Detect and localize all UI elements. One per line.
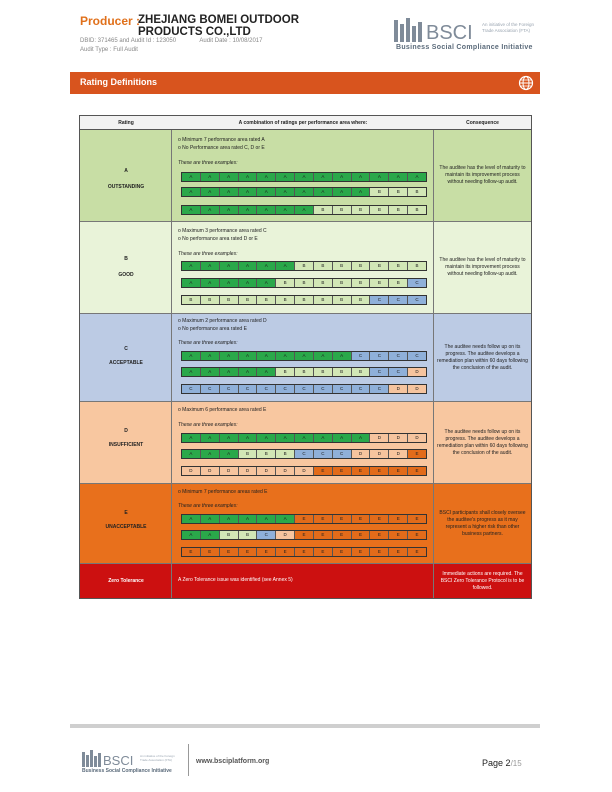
rating-cell-b: B [352, 368, 371, 376]
rating-cell-d: D [352, 450, 371, 458]
criterion-1: o Maximum 6 performance area rated E [178, 407, 267, 413]
rating-cell-a: A [314, 434, 333, 442]
rating-cell-a: A [239, 173, 258, 181]
rating-cell-e: E [333, 531, 352, 539]
footer-bsci-wordmark: BSCI [103, 753, 134, 768]
rating-cell-b: B [295, 296, 314, 304]
rating-cell-a: A [257, 262, 276, 270]
rating-cell-d: D [389, 385, 408, 393]
rating-cell-b: B [276, 368, 295, 376]
example-strip [181, 278, 427, 288]
rating-cell-a: A [201, 368, 220, 376]
consequence-cell: The auditee has the level of maturity to maintain its improvement process without needing follow-up audit. [439, 165, 526, 185]
combination-cell [172, 222, 434, 313]
rating-cell-e: E [352, 531, 371, 539]
rating-cell-b: B [220, 296, 239, 304]
rating-cell-b: B [370, 188, 389, 196]
rating-word: Zero Tolerance [108, 578, 144, 584]
audit-meta [80, 38, 284, 44]
footer-bsci-tagline-2: Trade Association (FTA) [140, 758, 173, 762]
page-label: Page [482, 758, 504, 768]
rating-cell-b: B [333, 296, 352, 304]
rating-cell-e: E [408, 467, 426, 475]
rating-cell-e: E [352, 548, 371, 556]
audit-date: Audit Date : 10/08/2017 [199, 38, 263, 44]
rating-cell-c: C [333, 385, 352, 393]
rating-cell-b: B [295, 368, 314, 376]
rating-cell-e: E [370, 467, 389, 475]
rating-cell-a: A [257, 173, 276, 181]
rating-cell-e: E [257, 548, 276, 556]
rating-cell-b: B [239, 450, 258, 458]
rating-cell-d: D [295, 467, 314, 475]
rating-cell-b: B [201, 296, 220, 304]
globe-icon [518, 75, 534, 91]
audit-ids: DBID: 371465 and Audit Id : 123050 [80, 38, 177, 44]
rating-cell-e: E [314, 548, 333, 556]
rating-cell-b: B [389, 262, 408, 270]
rating-cell-e: E [295, 515, 314, 523]
rating-cell-e: E [389, 467, 408, 475]
combination-cell [172, 314, 434, 401]
rating-cell-b: B [370, 262, 389, 270]
rating-cell-a: A [295, 173, 314, 181]
rating-cell-b: B [314, 206, 333, 214]
rating-cell-a: A [182, 515, 201, 523]
audit-type: Audit Type : Full Audit [80, 47, 138, 53]
rating-cell-a: A [333, 434, 352, 442]
rating-cell-a: A [333, 352, 352, 360]
rating-cell-a: A [257, 279, 276, 287]
rating-cell-a: A [182, 368, 201, 376]
section-bar [70, 72, 540, 94]
rating-cell-a: A [352, 434, 371, 442]
rating-cell-c: C [314, 450, 333, 458]
rating-cell-a: A [239, 352, 258, 360]
rating-cell-a: A [333, 173, 352, 181]
rating-cell-c: C [408, 352, 426, 360]
rating-cell-b: B [352, 296, 371, 304]
rating-cell-c: C [333, 450, 352, 458]
example-strip [181, 514, 427, 524]
rating-cell-a: A [276, 188, 295, 196]
bsci-tagline-1: An initiative of the Foreign [482, 22, 535, 27]
rating-cell-c: C [370, 385, 389, 393]
rating-cell-c: C [389, 296, 408, 304]
rating-cell-a: A [182, 279, 201, 287]
rating-cell-a: A [220, 262, 239, 270]
rating-cell-d: D [201, 467, 220, 475]
page-header [0, 0, 612, 70]
rating-cell [80, 564, 172, 598]
rating-cell-a: A [239, 188, 258, 196]
rating-letter: E [124, 510, 128, 516]
rating-cell-e: E [408, 450, 426, 458]
example-strip [181, 530, 427, 540]
rating-cell-d: D [220, 467, 239, 475]
rating-cell-a: A [257, 434, 276, 442]
combination-cell [172, 130, 434, 221]
criterion-2: o No performance area rated D or E [178, 236, 258, 242]
rating-cell-a: A [182, 188, 201, 196]
producer-name: ZHEJIANG BOMEI OUTDOOR PRODUCTS CO.,LTD [138, 14, 300, 38]
producer-label: Producer : [80, 14, 141, 28]
consequence-cell: The auditee needs follow up on its progress. The auditee develops a remediation plan within 60 days following the conclusion of the audit. [437, 428, 528, 456]
rating-word: GOOD [118, 272, 134, 278]
rating-cell-e: E [408, 548, 426, 556]
rating-cell-c: C [257, 531, 276, 539]
rating-cell-a: A [276, 262, 295, 270]
footer-bsci-tagline-1: An initiative of the Foreign [140, 754, 175, 758]
rating-cell-a: A [201, 531, 220, 539]
rating-cell-a: A [295, 434, 314, 442]
rating-cell-e: E [333, 467, 352, 475]
rating-cell-e: E [314, 531, 333, 539]
criterion-1: A Zero Tolerance issue was identified (see Annex 5) [178, 577, 293, 583]
criterion-1: o Minimum 7 performance area rated A [178, 137, 265, 143]
rating-cell-a: A [201, 188, 220, 196]
rating-cell-c: C [370, 368, 389, 376]
rating-cell-b: B [408, 206, 426, 214]
page-total: /15 [510, 759, 522, 768]
rating-cell-e: E [370, 531, 389, 539]
rating-cell-d: D [408, 385, 426, 393]
bsci-fullname: Business Social Compliance Initiative [396, 44, 533, 51]
rating-cell-e: E [408, 531, 426, 539]
rating-cell-b: B [333, 206, 352, 214]
example-strip [181, 466, 427, 476]
rating-cell-e: E [389, 548, 408, 556]
rating-cell-a: A [201, 262, 220, 270]
rating-cell-b: B [257, 296, 276, 304]
rating-cell-d: D [408, 368, 426, 376]
rating-cell-e: E [182, 548, 201, 556]
rating-cell-a: A [220, 188, 239, 196]
examples-label: These are three examples: [178, 160, 238, 166]
rating-cell-c: C [352, 385, 371, 393]
rating-cell-c: C [295, 385, 314, 393]
rating-cell-b: B [333, 368, 352, 376]
rating-cell-c: C [220, 385, 239, 393]
rating-cell-b: B [295, 262, 314, 270]
rating-cell-a: A [220, 279, 239, 287]
rating-cell-a: A [408, 173, 426, 181]
rating-cell-e: E [220, 548, 239, 556]
rating-cell [80, 222, 172, 313]
combination-cell [172, 564, 434, 598]
page-current: 2 [505, 758, 511, 768]
rating-cell-a: A [201, 206, 220, 214]
rating-cell-d: D [389, 434, 408, 442]
rating-cell-a: A [220, 450, 239, 458]
rating-cell-c: C [352, 352, 371, 360]
rating-cell-c: C [314, 385, 333, 393]
rating-cell-a: A [201, 173, 220, 181]
rating-cell-c: C [239, 385, 258, 393]
rating-cell [80, 130, 172, 221]
rating-cell-b: B [220, 531, 239, 539]
examples-label: These are three examples: [178, 340, 238, 346]
rating-cell-a: A [295, 352, 314, 360]
rating-cell-a: A [257, 515, 276, 523]
rating-cell-a: A [201, 352, 220, 360]
rating-cell-b: B [370, 206, 389, 214]
rating-cell-b: B [389, 188, 408, 196]
rating-row-d [80, 402, 531, 484]
rating-cell-c: C [408, 279, 426, 287]
example-strip [181, 433, 427, 443]
criterion-1: o Maximum 2 performance area rated D [178, 318, 267, 324]
rating-cell-a: A [220, 173, 239, 181]
rating-cell-b: B [408, 262, 426, 270]
rating-cell-b: B [257, 450, 276, 458]
rating-cell-e: E [370, 548, 389, 556]
rating-cell-c: C [201, 385, 220, 393]
rating-cell-b: B [295, 279, 314, 287]
rating-cell-a: A [201, 515, 220, 523]
rating-cell-d: D [182, 467, 201, 475]
rating-cell-a: A [239, 262, 258, 270]
rating-cell-a: A [220, 515, 239, 523]
consequence-cell: BSCI participants shall closely oversee the auditee's progress as it may represent a higher risk than other business partners. [439, 509, 526, 537]
rating-cell-a: A [220, 434, 239, 442]
rating-cell-a: A [239, 279, 258, 287]
criterion-1: o Minimum 7 performance areas rated E [178, 489, 268, 495]
rating-cell-b: B [352, 206, 371, 214]
rating-cell-b: B [352, 262, 371, 270]
rating-cell-d: D [239, 467, 258, 475]
rating-row-zero-tolerance [80, 564, 531, 598]
rating-row-e [80, 484, 531, 564]
rating-letter: B [124, 256, 128, 262]
rating-cell-a: A [220, 206, 239, 214]
header-rating: Rating [118, 120, 134, 126]
rating-letter: C [124, 346, 128, 352]
rating-cell-a: A [276, 352, 295, 360]
example-strip [181, 384, 427, 394]
rating-cell-a: A [295, 206, 314, 214]
rating-cell-d: D [389, 450, 408, 458]
rating-cell-c: C [389, 368, 408, 376]
rating-cell-a: A [389, 173, 408, 181]
rating-cell-a: A [257, 368, 276, 376]
rating-cell-c: C [295, 450, 314, 458]
rating-cell-b: B [314, 368, 333, 376]
rating-cell-c: C [370, 296, 389, 304]
rating-cell-a: A [314, 188, 333, 196]
rating-cell-a: A [333, 188, 352, 196]
combination-cell [172, 484, 434, 563]
rating-cell-e: E [295, 531, 314, 539]
criterion-2: o No performance area rated E [178, 326, 247, 332]
rating-cell-a: A [257, 206, 276, 214]
example-strip [181, 367, 427, 377]
rating-cell-a: A [201, 434, 220, 442]
rating-cell-b: B [370, 279, 389, 287]
rating-cell-a: A [220, 352, 239, 360]
rating-cell-a: A [182, 531, 201, 539]
rating-cell-a: A [182, 206, 201, 214]
rating-cell-b: B [276, 450, 295, 458]
rating-cell-e: E [333, 548, 352, 556]
rating-cell-b: B [239, 531, 258, 539]
rating-cell-c: C [389, 352, 408, 360]
rating-cell-b: B [333, 279, 352, 287]
examples-label: These are three examples: [178, 251, 238, 257]
rating-cell-a: A [182, 434, 201, 442]
footer-rule [70, 724, 540, 728]
rating-cell [80, 314, 172, 401]
rating-cell-e: E [314, 515, 333, 523]
header-combination: A combination of ratings per performance area where: [238, 120, 368, 126]
rating-cell-a: A [314, 352, 333, 360]
rating-cell-a: A [352, 188, 371, 196]
rating-cell-e: E [352, 515, 371, 523]
rating-cell-e: E [239, 548, 258, 556]
rating-cell-e: E [389, 515, 408, 523]
rating-cell-c: C [182, 385, 201, 393]
rating-cell-b: B [352, 279, 371, 287]
rating-cell-b: B [389, 206, 408, 214]
footer-divider [188, 744, 189, 776]
example-strip [181, 187, 427, 197]
rating-cell-a: A [257, 188, 276, 196]
rating-cell-a: A [276, 434, 295, 442]
rating-cell-a: A [239, 434, 258, 442]
footer-bsci-fullname: Business Social Compliance Initiative [82, 768, 172, 774]
rating-cell-a: A [239, 368, 258, 376]
rating-cell-a: A [201, 279, 220, 287]
rating-cell-e: E [276, 548, 295, 556]
example-strip [181, 295, 427, 305]
criterion-2: o No Performance area rated C, D or E [178, 145, 265, 151]
rating-cell-b: B [182, 296, 201, 304]
rating-cell-e: E [370, 515, 389, 523]
rating-word: UNACCEPTABLE [105, 524, 147, 530]
rating-cell-a: A [201, 450, 220, 458]
rating-cell-d: D [408, 434, 426, 442]
rating-cell-b: B [276, 279, 295, 287]
rating-cell-b: B [314, 296, 333, 304]
rating-cell-e: E [314, 467, 333, 475]
rating-letter: A [124, 168, 128, 174]
example-strip [181, 172, 427, 182]
examples-label: These are three examples: [178, 422, 238, 428]
rating-cell-a: A [276, 173, 295, 181]
rating-cell-e: E [408, 515, 426, 523]
rating-row-c [80, 314, 531, 402]
rating-table [79, 115, 532, 599]
rating-cell-b: B [333, 262, 352, 270]
rating-cell-b: B [408, 188, 426, 196]
header-consequence: Consequence [466, 120, 499, 126]
rating-cell-e: E [295, 548, 314, 556]
consequence-cell: The auditee has the level of maturity to maintain its improvement process without needing follow-up audit. [439, 257, 526, 277]
rating-cell-e: E [333, 515, 352, 523]
rating-word: OUTSTANDING [107, 184, 145, 190]
rating-cell-a: A [295, 188, 314, 196]
rating-cell-a: A [352, 173, 371, 181]
rating-cell-e: E [201, 548, 220, 556]
rating-cell-a: A [182, 173, 201, 181]
examples-label: These are three examples: [178, 503, 238, 509]
example-strip [181, 261, 427, 271]
rating-cell-d: D [276, 531, 295, 539]
rating-cell-a: A [220, 368, 239, 376]
rating-cell-e: E [352, 467, 371, 475]
example-strip [181, 351, 427, 361]
rating-word: ACCEPTABLE [109, 360, 143, 366]
example-strip [181, 449, 427, 459]
rating-cell-a: A [314, 173, 333, 181]
rating-cell-a: A [276, 206, 295, 214]
rating-cell-c: C [370, 352, 389, 360]
rating-cell-e: E [389, 531, 408, 539]
rating-cell-a: A [370, 173, 389, 181]
rating-cell-a: A [239, 206, 258, 214]
rating-cell [80, 484, 172, 563]
rating-cell-c: C [257, 385, 276, 393]
example-strip [181, 205, 427, 215]
example-strip [181, 547, 427, 557]
table-header [80, 116, 531, 130]
rating-cell-c: C [408, 296, 426, 304]
combination-cell [172, 402, 434, 483]
rating-cell-a: A [182, 352, 201, 360]
rating-cell-a: A [182, 262, 201, 270]
rating-cell-d: D [370, 434, 389, 442]
rating-row-a [80, 130, 531, 222]
rating-letter: D [124, 428, 128, 434]
rating-cell-b: B [389, 279, 408, 287]
rating-row-b [80, 222, 531, 314]
page-number [482, 758, 522, 768]
rating-cell-a: A [276, 515, 295, 523]
rating-cell-b: B [314, 279, 333, 287]
rating-word: INSUFFICIENT [108, 442, 144, 448]
bsci-tagline-2: Trade Association (FTA) [482, 28, 531, 33]
rating-cell-c: C [276, 385, 295, 393]
rating-cell-d: D [370, 450, 389, 458]
footer-url[interactable]: www.bsciplatform.org [196, 758, 270, 765]
consequence-cell: The auditee needs follow up on its progress. The auditee develops a remediation plan within 60 days following the conclusion of the audit. [437, 343, 528, 371]
rating-cell-b: B [314, 262, 333, 270]
rating-cell-b: B [276, 296, 295, 304]
consequence-cell: Immediate actions are required. The BSCI Zero Tolerance Protocol is to be followed. [440, 570, 525, 591]
rating-cell [80, 402, 172, 483]
section-title: Rating Definitions [80, 77, 157, 87]
criterion-1: o Maximum 3 performance area rated C [178, 228, 267, 234]
rating-cell-d: D [276, 467, 295, 475]
bsci-wordmark: BSCI [426, 22, 473, 44]
rating-cell-a: A [239, 515, 258, 523]
rating-cell-a: A [257, 352, 276, 360]
rating-cell-d: D [257, 467, 276, 475]
rating-cell-b: B [239, 296, 258, 304]
rating-cell-a: A [182, 450, 201, 458]
